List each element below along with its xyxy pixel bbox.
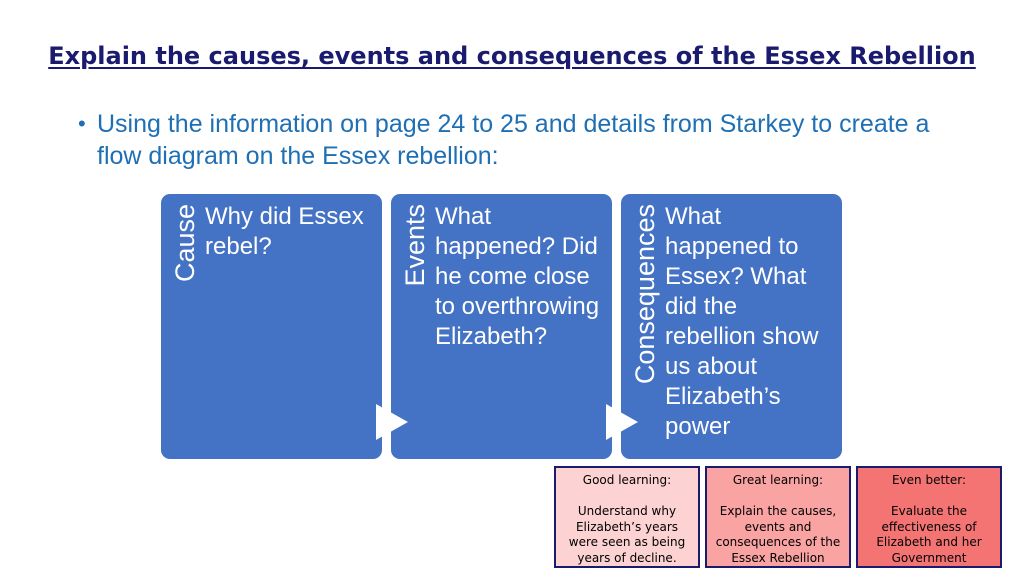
great-learning-box [705, 466, 851, 568]
flow-text-consequences: What happened to Essex? What did the rebellion show us about Elizabeth’s power [665, 203, 819, 440]
good-learning-body: Understand why Elizabeth’s years were seen as being years of decline. [568, 504, 686, 565]
flow-text-events: What happened? Did he come close to overthrowing Elizabeth? [435, 203, 600, 350]
flow-arrow-right-icon [376, 404, 408, 440]
slide-title: Explain the causes, events and consequences of the Essex Rebellion [48, 42, 976, 70]
great-learning-heading: Great learning: [732, 473, 824, 487]
instruction-text: Using the information on page 24 to 25 and details from Starkey to create a flow diagram on the Essex rebellion: [97, 110, 930, 170]
even-better-heading: Even better: [891, 473, 967, 487]
good-learning-heading: Good learning: [582, 473, 672, 487]
bullet-marker: • [78, 111, 86, 136]
flow-box-events [391, 194, 612, 459]
even-better-box [856, 466, 1002, 568]
flow-label-consequences: Consequences [630, 204, 660, 385]
even-better-body: Evaluate the effectiveness of Elizabeth and her Government [876, 504, 982, 565]
great-learning-body: Explain the causes, events and consequences of the Essex Rebellion [715, 504, 841, 565]
flow-label-events: Events [400, 204, 430, 287]
flow-label-cause: Cause [170, 204, 200, 283]
flow-arrow-right-icon [606, 404, 638, 440]
flow-text-cause: Why did Essex rebel? [205, 203, 364, 260]
flow-box-cause [161, 194, 382, 459]
good-learning-box [554, 466, 700, 568]
flow-box-consequences [621, 194, 842, 459]
instruction-bullet [78, 108, 958, 172]
